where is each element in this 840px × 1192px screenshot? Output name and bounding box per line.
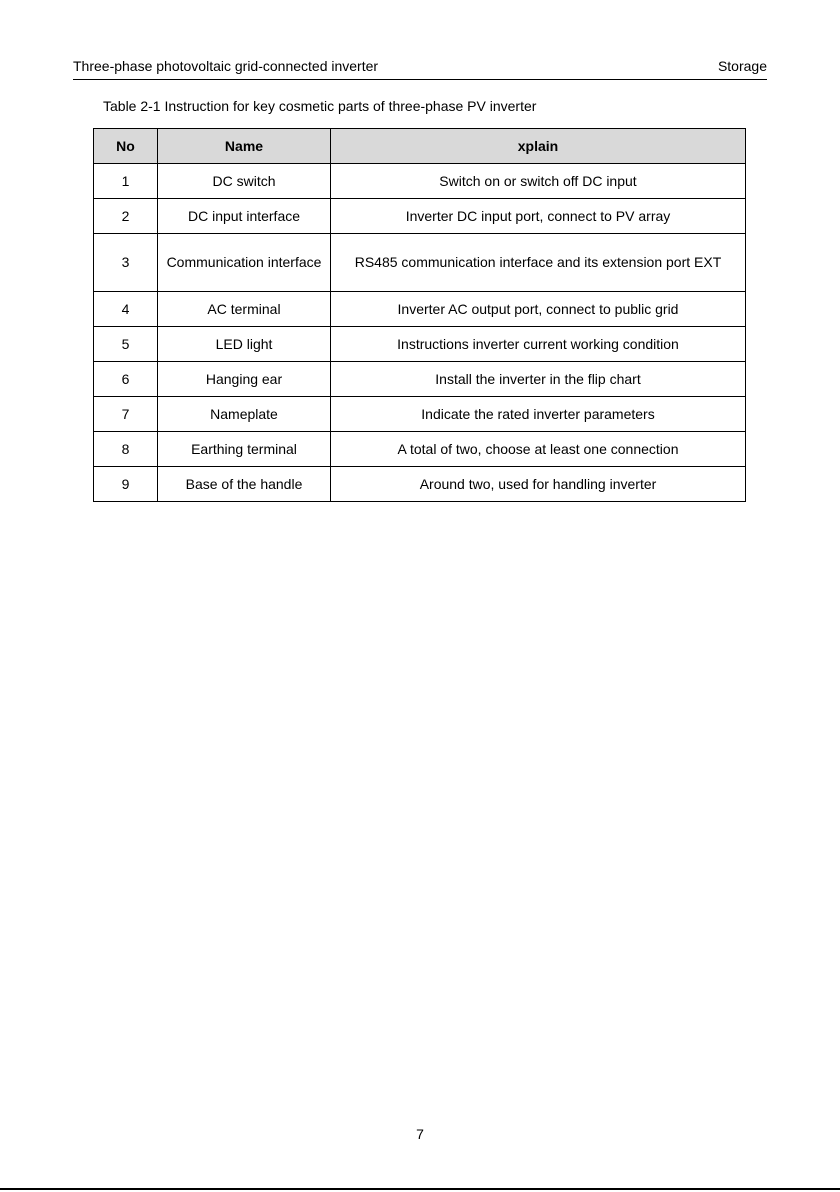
cell-no: 9 [94,467,158,502]
header-section: Storage [717,58,767,74]
cell-no: 6 [94,362,158,397]
cell-no: 3 [94,234,158,292]
cell-name: DC input interface [158,199,331,234]
table-row [94,234,746,292]
cell-explain: Instructions inverter current working condition [331,327,746,362]
cell-no: 7 [94,397,158,432]
table-row [94,362,746,397]
cell-explain: Inverter DC input port, connect to PV array [331,199,746,234]
cell-explain: Switch on or switch off DC input [331,164,746,199]
cell-no: 5 [94,327,158,362]
header-name: Name [158,129,331,164]
cell-name: DC switch [158,164,331,199]
cell-explain: Inverter AC output port, connect to public grid [331,292,746,327]
page-number: 7 [416,1126,424,1142]
cell-no: 4 [94,292,158,327]
table-row [94,467,746,502]
cell-name: Communication interface [158,234,331,292]
header-title: Three-phase photovoltaic grid-connected inverter [73,58,379,74]
cell-explain: A total of two, choose at least one connection [331,432,746,467]
cell-no: 1 [94,164,158,199]
cell-name: Earthing terminal [158,432,331,467]
cell-no: 2 [94,199,158,234]
table-caption: Table 2-1 Instruction for key cosmetic parts of three-phase PV inverter [103,98,537,114]
table-header-row [94,129,746,164]
cell-explain: Around two, used for handling inverter [331,467,746,502]
header-no: No [94,129,158,164]
page-bottom-edge [0,1188,840,1190]
cell-name: AC terminal [158,292,331,327]
table-row [94,199,746,234]
running-header [73,56,767,80]
cell-explain: Install the inverter in the flip chart [331,362,746,397]
cell-explain: RS485 communication interface and its extension port EXT [331,234,746,292]
cell-name: Hanging ear [158,362,331,397]
table-row [94,327,746,362]
cell-name: LED light [158,327,331,362]
header-explain: xplain [331,129,746,164]
cell-no: 8 [94,432,158,467]
cosmetic-parts-table [93,128,746,502]
table-row [94,292,746,327]
table-row [94,397,746,432]
cell-name: Nameplate [158,397,331,432]
cell-name: Base of the handle [158,467,331,502]
cell-explain: Indicate the rated inverter parameters [331,397,746,432]
table-row [94,164,746,199]
table-row [94,432,746,467]
